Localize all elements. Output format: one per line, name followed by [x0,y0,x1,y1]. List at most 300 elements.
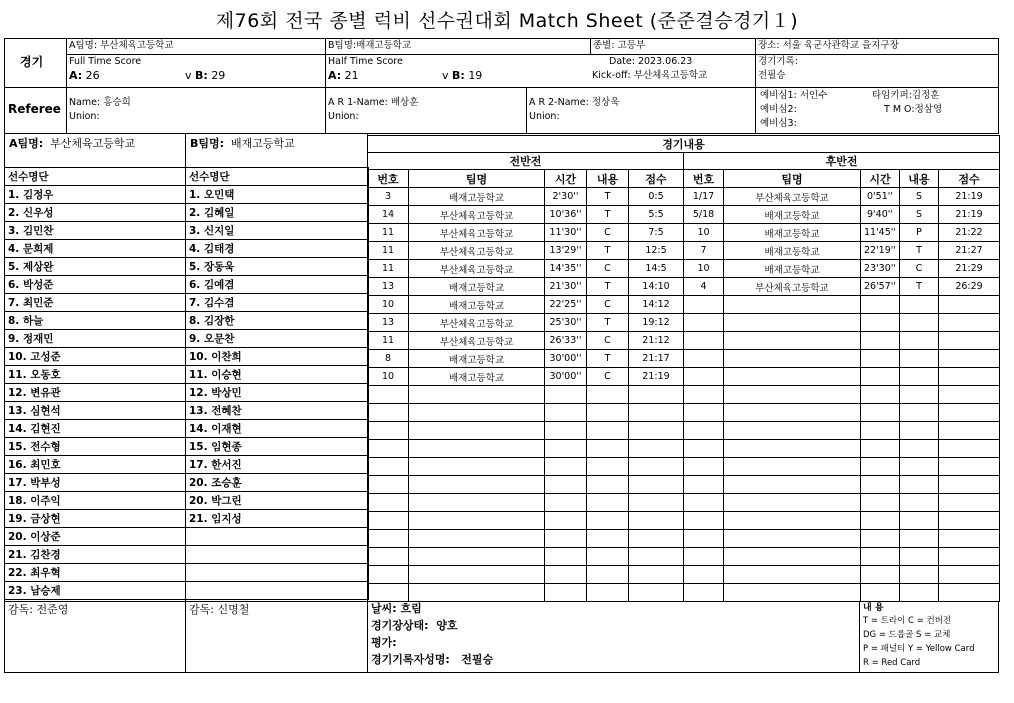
first-half-title: 전반전 [368,153,684,170]
second-half-cell [939,494,1000,512]
table-row [368,314,1000,332]
team-b-player [186,528,369,546]
second-half-cell [900,440,939,458]
half-b-label: B: [452,69,465,82]
table-row [368,224,1000,242]
table-row [368,260,1000,278]
team-b-player: 14. 이재현 [186,420,369,438]
second-half-cell [724,458,861,476]
legend-title: 내 용 [863,603,884,613]
table-row [368,368,1000,386]
table-row [368,566,1000,584]
team-a-player: 10. 고성준 [5,348,186,366]
first-half-cell [545,584,587,602]
first-half-cell: 부산체육고등학교 [409,242,545,260]
second-half-cell [861,368,900,386]
table-row [368,188,1000,206]
first-half-cell: 10 [368,296,409,314]
roster-row [5,204,369,222]
half-time-label: Half Time Score [328,56,403,67]
first-half-cell [587,512,629,530]
table-row [368,404,1000,422]
second-half-cell [939,368,1000,386]
table-row [368,386,1000,404]
kickoff: 부산체육고등학교 [633,70,708,81]
table-row [368,278,1000,296]
first-half-cell: 부산체육고등학교 [409,224,545,242]
legend-line-1: T = 트라이 C = 컨버전 [863,616,952,626]
first-half-cell: 11 [368,224,409,242]
first-half-cell [629,440,684,458]
second-half-cell [724,476,861,494]
team-a-player: 2. 신우성 [5,204,186,222]
column-header: 팀명 [724,170,861,188]
first-half-cell [587,404,629,422]
team-a-player: 17. 박부성 [5,474,186,492]
first-half-cell: 부산체육고등학교 [409,332,545,350]
second-half-cell [684,476,724,494]
first-half-cell: 10'36'' [545,206,587,224]
second-half-cell: T [900,242,939,260]
second-half-cell [724,584,861,602]
second-half-cell: 부산체육고등학교 [724,188,861,206]
half-score-b: 19 [468,69,483,82]
writer: 전필승 [461,653,494,666]
second-half-cell [724,314,861,332]
table-row [368,440,1000,458]
second-half-cell [861,422,900,440]
legend-line-2: DG = 드롭골 S = 교체 [863,630,951,640]
first-half-cell: 0:5 [629,188,684,206]
team-a-player: 3. 김민찬 [5,222,186,240]
second-half-cell [684,386,724,404]
first-half-cell: 2'30'' [545,188,587,206]
second-half-cell [724,440,861,458]
second-half-cell [900,512,939,530]
first-half-cell: 3 [368,188,409,206]
second-half-cell [724,386,861,404]
first-half-cell: 26'33'' [545,332,587,350]
first-half-cell [629,476,684,494]
team-b-player: 6. 김예겸 [186,276,369,294]
first-half-cell [545,476,587,494]
reserve1-label: 예비심1: [760,90,797,101]
team-a-player: 4. 문희제 [5,240,186,258]
full-time-label: Full Time Score [69,56,142,67]
second-half-cell: 21:29 [939,260,1000,278]
table-row [368,494,1000,512]
roster-row [5,546,369,564]
second-half-cell: 5/18 [684,206,724,224]
table-row [368,350,1000,368]
first-half-cell: C [587,368,629,386]
first-half-cell [368,494,409,512]
second-half-cell: 23'30'' [861,260,900,278]
first-half-cell [368,530,409,548]
second-half-cell [900,548,939,566]
second-half-cell [684,530,724,548]
half-score-a: 21 [344,69,359,82]
first-half-cell: 11'30'' [545,224,587,242]
second-half-title: 후반전 [684,153,1000,170]
writer-label: 경기기록자성명: [371,653,450,666]
record-label: 경기기록: [758,56,798,67]
division-label: 종별: [593,40,615,51]
second-half-cell [939,566,1000,584]
timekeeper: 김정훈 [911,90,940,101]
tmo: 정삼영 [914,104,943,115]
second-half-cell [861,494,900,512]
roster-row [5,276,369,294]
second-half-cell [861,512,900,530]
second-half-cell: 26:29 [939,278,1000,296]
first-half-cell [368,512,409,530]
second-half-cell [861,296,900,314]
second-half-cell: 10 [684,260,724,278]
reserve2-label: 예비심2: [760,104,797,115]
first-half-cell: T [587,242,629,260]
second-half-cell [684,350,724,368]
first-half-cell: 14 [368,206,409,224]
first-half-cell: 25'30'' [545,314,587,332]
team-b-player: 20. 조승훈 [186,474,369,492]
second-half-cell: 배재고등학교 [724,242,861,260]
second-half-cell: T [900,278,939,296]
first-half-cell [587,548,629,566]
first-half-cell [587,584,629,602]
first-half-cell: 8 [368,350,409,368]
team-b-player [186,564,369,582]
first-half-cell [545,494,587,512]
first-half-cell: 10 [368,368,409,386]
team-b-name: 배재고등학교 [356,40,412,51]
team-a-player: 18. 이주익 [5,492,186,510]
team-b-player: 10. 이찬희 [186,348,369,366]
first-half-cell [545,404,587,422]
second-half-cell [684,404,724,422]
first-half-cell [629,386,684,404]
second-half-cell [684,566,724,584]
roster-b-name: 배재고등학교 [231,137,295,150]
half-a-label: A: [328,69,342,82]
second-half-cell [684,512,724,530]
second-half-cell [900,386,939,404]
second-half-cell: 10 [684,224,724,242]
first-half-cell [629,512,684,530]
second-half-cell [900,494,939,512]
first-half-cell: 배재고등학교 [409,188,545,206]
full-score-a: 26 [85,69,100,82]
first-half-cell: T [587,350,629,368]
first-half-cell: 21:19 [629,368,684,386]
roster-row [5,330,369,348]
team-b-player: 3. 신지일 [186,222,369,240]
team-a-player: 6. 박성준 [5,276,186,294]
second-half-cell [939,404,1000,422]
first-half-cell: 21:17 [629,350,684,368]
team-a-player: 12. 변유관 [5,384,186,402]
recorder: 전필승 [758,70,786,81]
second-half-cell [939,350,1000,368]
first-half-cell [629,530,684,548]
first-half-cell: 11 [368,242,409,260]
first-half-cell: 14'35'' [545,260,587,278]
second-half-cell [900,404,939,422]
roster-row [5,222,369,240]
first-half-cell: 14:5 [629,260,684,278]
second-half-cell [900,458,939,476]
table-row [368,458,1000,476]
table-row [368,422,1000,440]
second-half-cell [900,314,939,332]
first-half-cell [587,566,629,584]
roster-row [5,294,369,312]
roster-row [5,348,369,366]
first-half-cell [368,386,409,404]
team-b-player: 5. 장동욱 [186,258,369,276]
second-half-cell [861,458,900,476]
second-half-cell [684,548,724,566]
first-half-cell: C [587,224,629,242]
reserve3-label: 예비심3: [760,118,797,129]
roster-row [5,186,369,204]
first-half-cell [409,404,545,422]
second-half-cell: 7 [684,242,724,260]
roster-row [5,240,369,258]
roster-b-header: 선수명단 [186,168,369,186]
second-half-cell [684,332,724,350]
first-half-cell [545,566,587,584]
second-half-cell: S [900,188,939,206]
second-half-cell [724,404,861,422]
coach-a: 전준영 [36,603,69,616]
column-header: 번호 [684,170,724,188]
first-half-cell [629,458,684,476]
second-half-cell [900,296,939,314]
reserve1: 서인수 [799,90,828,101]
column-header: 팀명 [409,170,545,188]
team-b-player [186,582,369,600]
team-a-player: 13. 심현석 [5,402,186,420]
second-half-cell [939,332,1000,350]
second-half-cell [724,494,861,512]
second-half-cell: 21:27 [939,242,1000,260]
table-row [368,548,1000,566]
second-half-cell: 0'51'' [861,188,900,206]
second-half-cell: 4 [684,278,724,296]
roster-row [5,258,369,276]
coach-b: 신명철 [217,603,250,616]
team-b-player: 17. 한서진 [186,456,369,474]
second-half-cell [900,332,939,350]
column-header: 내용 [587,170,629,188]
second-half-cell [861,350,900,368]
first-half-cell: 14:10 [629,278,684,296]
first-half-cell [368,458,409,476]
first-half-cell [368,422,409,440]
roster-row [5,366,369,384]
second-half-cell [861,530,900,548]
first-half-cell: 19:12 [629,314,684,332]
second-half-cell [724,422,861,440]
team-a-player: 5. 제상완 [5,258,186,276]
tmo-label: T M O: [884,104,915,115]
referee-section [4,87,999,134]
venue: 서울 육군사관학교 을지구장 [782,40,899,51]
first-half-cell: 13'29'' [545,242,587,260]
first-half-cell [587,476,629,494]
ar1-name: 배상훈 [390,97,419,108]
table-row [368,476,1000,494]
roster-table [4,167,369,600]
first-half-cell [587,422,629,440]
first-half-cell [368,548,409,566]
second-half-cell: 배재고등학교 [724,260,861,278]
first-half-cell: 5:5 [629,206,684,224]
second-half-cell [724,350,861,368]
team-b-player: 12. 박상민 [186,384,369,402]
second-half-cell [724,530,861,548]
first-half-cell: 11 [368,260,409,278]
ar2-union-label: Union: [529,111,560,122]
second-half-cell [684,422,724,440]
second-half-cell [724,332,861,350]
referee-union-label: Union: [69,111,100,122]
roster-row [5,582,369,600]
roster-row [5,492,369,510]
second-half-cell: P [900,224,939,242]
second-half-cell [939,422,1000,440]
second-half-cell: 11'45'' [861,224,900,242]
team-b-player: 15. 임현종 [186,438,369,456]
table-row [368,296,1000,314]
second-half-cell: 9'40'' [861,206,900,224]
first-half-cell [587,530,629,548]
eval-label: 평가: [371,636,397,649]
second-half-cell [724,512,861,530]
team-b-player: 9. 오문찬 [186,330,369,348]
second-half-cell [684,584,724,602]
first-half-cell [409,566,545,584]
second-half-cell: C [900,260,939,278]
first-half-cell: 30'00'' [545,350,587,368]
first-half-cell: C [587,332,629,350]
second-half-cell: 21:19 [939,206,1000,224]
second-half-cell [861,476,900,494]
team-a-player: 7. 최민준 [5,294,186,312]
table-row [368,512,1000,530]
team-a-label: A팀명: [69,40,98,51]
roster-row [5,438,369,456]
first-half-cell [409,458,545,476]
roster-a-name: 부산체육고등학교 [50,137,136,150]
full-b-label: B: [195,69,208,82]
second-half-cell [861,584,900,602]
second-half-cell [724,548,861,566]
team-a-player: 21. 김찬경 [5,546,186,564]
team-a-player: 20. 이상준 [5,528,186,546]
first-half-cell [409,530,545,548]
first-half-cell [409,422,545,440]
table-row [368,206,1000,224]
first-half-cell [629,584,684,602]
column-header: 번호 [368,170,409,188]
team-a-player: 14. 김현진 [5,420,186,438]
first-half-cell: 부산체육고등학교 [409,260,545,278]
column-header: 점수 [939,170,1000,188]
second-half-cell [939,314,1000,332]
ar1-union-label: Union: [328,111,359,122]
second-half-cell [900,422,939,440]
team-a-player: 1. 김정우 [5,186,186,204]
second-half-cell [861,404,900,422]
first-half-cell: 22'25'' [545,296,587,314]
weather-label: 날씨: [371,602,397,615]
first-half-cell: T [587,314,629,332]
first-half-cell: 13 [368,278,409,296]
team-a-player: 15. 전수형 [5,438,186,456]
second-half-cell [684,494,724,512]
second-half-cell: 26'57'' [861,278,900,296]
roster-row [5,564,369,582]
second-half-cell [939,440,1000,458]
roster-row [5,312,369,330]
roster-b-label: B팀명: [190,137,225,150]
first-half-cell [629,404,684,422]
second-half-cell [900,584,939,602]
second-half-cell [861,566,900,584]
roster-row [5,456,369,474]
first-half-cell: 부산체육고등학교 [409,314,545,332]
team-b-player: 7. 김수겸 [186,294,369,312]
first-half-cell [587,458,629,476]
second-half-cell [939,386,1000,404]
match-table [367,135,1000,602]
referee-name: 홍승희 [103,97,131,108]
team-b-label: B팀명: [328,40,357,51]
first-half-cell [409,386,545,404]
first-half-cell: 30'00'' [545,368,587,386]
division: 고등부 [617,40,646,51]
date-label: Date: [609,56,635,67]
date: 2023.06.23 [637,56,693,67]
legend-line-4: R = Red Card [863,658,921,668]
second-half-cell [684,458,724,476]
first-half-cell: 21:12 [629,332,684,350]
second-half-cell [939,458,1000,476]
second-half-cell: 1/17 [684,188,724,206]
first-half-cell [587,440,629,458]
team-b-player: 8. 김장한 [186,312,369,330]
second-half-cell [939,548,1000,566]
second-half-cell [724,566,861,584]
venue-label: 장소: [758,40,780,51]
full-score-b: 29 [211,69,226,82]
first-half-cell [545,512,587,530]
first-half-cell: 배재고등학교 [409,368,545,386]
second-half-cell [900,530,939,548]
first-half-cell: 12:5 [629,242,684,260]
second-half-cell [939,530,1000,548]
second-half-cell [939,296,1000,314]
page-title: 제76회 전국 종별 럭비 선수권대회 Match Sheet (준준결승경기１) [215,10,799,32]
first-half-cell [545,548,587,566]
roster-a-header: 선수명단 [5,168,186,186]
roster-row [5,528,369,546]
first-half-cell [409,476,545,494]
first-half-cell [629,422,684,440]
first-half-cell [409,584,545,602]
